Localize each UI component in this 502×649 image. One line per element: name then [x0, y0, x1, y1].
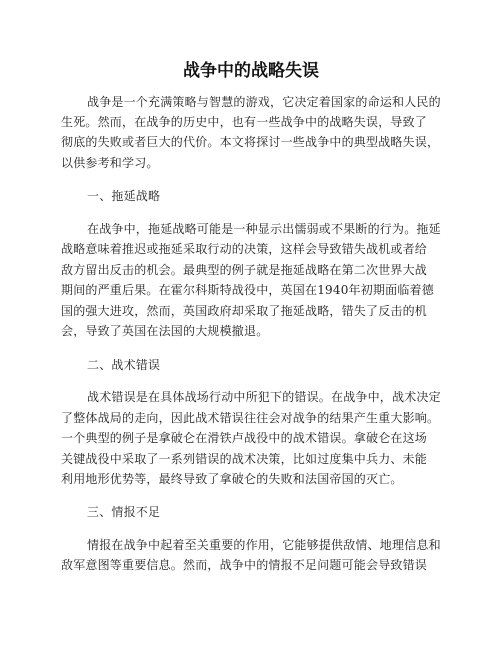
section-line: 情报在战争中起着至关重要的作用，它能够提供敌情、地理信息和	[87, 538, 441, 552]
section-line: 敌军意图等重要信息。然而，战争中的情报不足问题可能会导致错误	[61, 558, 428, 572]
section-heading: 二、战术错误	[87, 358, 161, 372]
section-line: 利用地形优势等，最终导致了拿破仑的失败和法国帝国的灭亡。	[61, 472, 403, 486]
section-line: 关键战役中采取了一系列错误的战术决策，比如过度集中兵力、未能	[61, 452, 428, 466]
section-line: 战略意味着推迟或拖延采取行动的决策，这样会导致错失战机或者给	[61, 242, 428, 256]
intro-line: 生死。然而，在战争的历史中，也有一些战争中的战略失误，导致了	[61, 115, 428, 129]
intro-line: 彻底的失败或者巨大的代价。本文将探讨一些战争中的典型战略失误，	[61, 135, 440, 149]
intro-line: 以供参考和学习。	[61, 156, 159, 170]
intro-line: 战争是一个充满策略与智慧的游戏，它决定着国家的命运和人民的	[87, 95, 441, 109]
section-line: 期间的严重后果。在霍尔科斯特战役中，英国在1940年初期面临着德	[61, 283, 434, 297]
section-line: 在战争中，拖延战略可能是一种显示出懦弱或不果断的行为。拖延	[87, 222, 441, 236]
section-line: 敌方留出反击的机会。最典型的例子就是拖延战略在第二次世界大战	[61, 263, 428, 277]
section-line: 了整体战局的走向，因此战术错误往往会对战争的结果产生重大影响。	[61, 411, 440, 425]
section-line: 战术错误是在具体战场行动中所犯下的错误。在战争中，战术决定	[87, 390, 441, 404]
document-title: 战争中的战略失误	[183, 61, 319, 81]
section-heading: 三、情报不足	[87, 505, 161, 519]
section-line: 会，导致了英国在法国的大规模撤退。	[61, 324, 269, 338]
section-line: 一个典型的例子是拿破仑在滑铁卢战役中的战术错误。拿破仑在这场	[61, 431, 428, 445]
section-heading: 一、拖延战略	[87, 189, 161, 203]
section-line: 国的强大进攻，然而，英国政府却采取了拖延战略，错失了反击的机	[61, 304, 428, 318]
